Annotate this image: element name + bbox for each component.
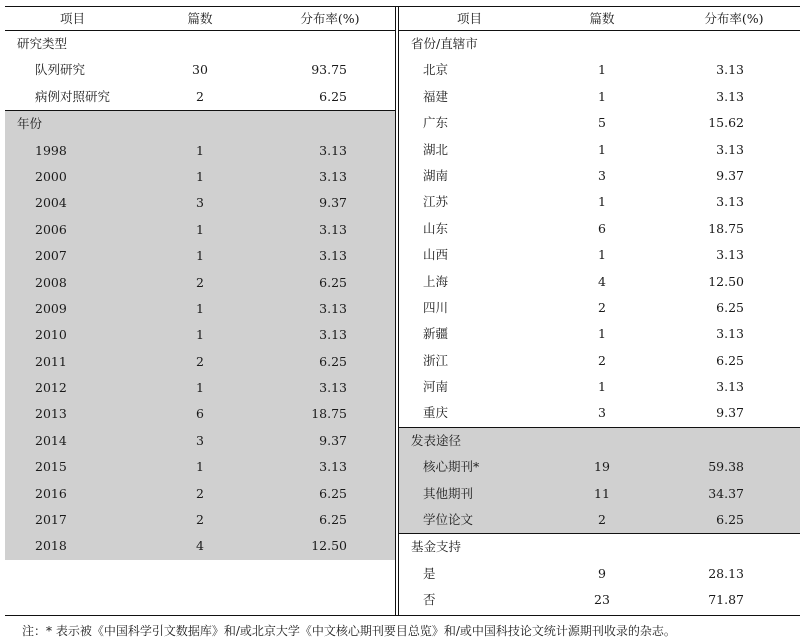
- row-item: 2007: [35, 248, 67, 264]
- table-row: [5, 138, 395, 164]
- row-rate: 59.38: [708, 459, 744, 475]
- row-item: 病例对照研究: [35, 88, 111, 104]
- table-row: [399, 507, 800, 533]
- row-item: 2011: [35, 353, 67, 369]
- row-count: 1: [196, 327, 204, 343]
- left-half: [5, 7, 395, 560]
- row-rate: 3.13: [319, 221, 347, 237]
- row-rate: 3.13: [319, 248, 347, 264]
- section-year: [5, 138, 395, 560]
- row-item: 2000: [35, 168, 67, 184]
- row-item: 湖南: [423, 167, 449, 183]
- table-row: [5, 296, 395, 322]
- row-rate: 71.87: [708, 592, 744, 608]
- row-rate: 9.37: [716, 405, 744, 421]
- row-item: 上海: [423, 273, 449, 289]
- header-item: 项目: [60, 11, 86, 26]
- row-item: 2006: [35, 221, 67, 237]
- table-row: [5, 507, 395, 533]
- row-count: 19: [594, 459, 610, 475]
- table-row: [399, 216, 800, 242]
- table-row: [5, 217, 395, 243]
- left-header-row: [5, 7, 395, 31]
- row-rate: 3.13: [716, 88, 744, 104]
- row-count: 1: [598, 141, 606, 157]
- row-count: 2: [196, 353, 204, 369]
- table-row: [5, 454, 395, 480]
- row-count: 4: [196, 538, 204, 554]
- row-rate: 6.25: [319, 274, 347, 290]
- table-row: [5, 164, 395, 190]
- row-count: 1: [598, 247, 606, 263]
- row-item: 2014: [35, 432, 67, 448]
- table-row: [5, 84, 395, 110]
- row-count: 1: [598, 62, 606, 78]
- row-rate: 3.13: [716, 62, 744, 78]
- row-count: 1: [598, 326, 606, 342]
- table-row: [399, 57, 800, 83]
- row-item: 1998: [35, 142, 67, 158]
- row-item: 重庆: [423, 405, 449, 421]
- table-bottom-rule: [5, 615, 800, 616]
- header-rate: 分布率(%): [300, 11, 360, 26]
- section-title-province: 省份/直辖市: [411, 36, 478, 51]
- row-item: 湖北: [423, 141, 449, 157]
- row-count: 23: [594, 592, 610, 608]
- row-item: 2012: [35, 380, 67, 396]
- header-count: 篇数: [187, 11, 213, 26]
- table-row: [5, 401, 395, 427]
- row-count: 1: [196, 248, 204, 264]
- table-row: [5, 428, 395, 454]
- table-row: [399, 374, 800, 400]
- table-row: [399, 400, 800, 426]
- row-count: 2: [598, 352, 606, 368]
- row-count: 1: [196, 221, 204, 237]
- table-row: [399, 348, 800, 374]
- section-study-type: [5, 57, 395, 110]
- table-row: [399, 110, 800, 136]
- row-rate: 3.13: [319, 168, 347, 184]
- row-item: 河南: [423, 379, 449, 395]
- row-rate: 12.50: [708, 273, 744, 289]
- row-item: 队列研究: [35, 62, 86, 78]
- row-item: 2017: [35, 512, 67, 528]
- row-rate: 12.50: [311, 538, 347, 554]
- table-row: [399, 587, 800, 613]
- row-item: 广东: [423, 115, 449, 131]
- row-item: 2010: [35, 327, 67, 343]
- column-divider: [395, 6, 396, 615]
- row-count: 2: [196, 88, 204, 104]
- table-footnote: 注：* 表示被《中国科学引文数据库》和/或北京大学《中文核心期刊要目总览》和/或中国科技论文统计源期刊收录的杂志。: [22, 624, 676, 638]
- row-count: 3: [598, 405, 606, 421]
- row-item: 江苏: [423, 194, 449, 210]
- row-count: 1: [598, 379, 606, 395]
- row-count: 30: [192, 62, 208, 78]
- row-count: 1: [196, 168, 204, 184]
- row-count: 1: [196, 459, 204, 475]
- row-count: 11: [594, 485, 610, 501]
- row-count: 2: [196, 485, 204, 501]
- table-row: [399, 242, 800, 268]
- row-count: 6: [196, 406, 204, 422]
- header-item: 项目: [457, 11, 483, 26]
- row-count: 3: [196, 432, 204, 448]
- table-row: [5, 322, 395, 348]
- row-rate: 3.13: [319, 327, 347, 343]
- row-item: 四川: [423, 299, 449, 315]
- row-rate: 28.13: [708, 565, 744, 581]
- section-funding: [399, 561, 800, 614]
- row-rate: 9.37: [319, 432, 347, 448]
- row-item: 2016: [35, 485, 67, 501]
- row-count: 1: [598, 194, 606, 210]
- table-row: [399, 84, 800, 110]
- table-row: [399, 137, 800, 163]
- row-rate: 3.13: [716, 379, 744, 395]
- table-row: [399, 481, 800, 507]
- table-row: [5, 243, 395, 269]
- row-count: 3: [196, 195, 204, 211]
- row-count: 9: [598, 565, 606, 581]
- row-rate: 6.25: [319, 485, 347, 501]
- table-row: [5, 270, 395, 296]
- row-count: 1: [196, 300, 204, 316]
- table-row: [5, 533, 395, 559]
- row-rate: 6.25: [319, 512, 347, 528]
- row-rate: 3.13: [319, 380, 347, 396]
- section-title-publication: 发表途径: [399, 428, 800, 454]
- table-row: [399, 163, 800, 189]
- table-row: [5, 349, 395, 375]
- row-item: 2015: [35, 459, 67, 475]
- section-title-study-type: 研究类型: [17, 36, 68, 51]
- table-row: [399, 189, 800, 215]
- row-item: 山西: [423, 247, 449, 263]
- section-title-funding: 基金支持: [411, 539, 462, 555]
- row-count: 1: [196, 142, 204, 158]
- table-row: [5, 481, 395, 507]
- row-rate: 34.37: [708, 485, 744, 501]
- section-title-year: 年份: [5, 111, 395, 137]
- table-row: [399, 561, 800, 587]
- row-item: 是: [423, 565, 436, 581]
- table-row: [399, 321, 800, 347]
- row-count: 1: [598, 88, 606, 104]
- row-rate: 3.13: [716, 247, 744, 263]
- table-row: [399, 295, 800, 321]
- row-item: 2018: [35, 538, 67, 554]
- row-count: 2: [598, 512, 606, 528]
- row-item: 新疆: [423, 326, 449, 342]
- row-rate: 3.13: [319, 459, 347, 475]
- row-count: 2: [196, 274, 204, 290]
- row-rate: 9.37: [716, 167, 744, 183]
- row-rate: 6.25: [716, 299, 744, 315]
- table-row: [5, 57, 395, 83]
- row-count: 4: [598, 273, 606, 289]
- row-item: 学位论文: [423, 512, 474, 528]
- row-rate: 3.13: [716, 194, 744, 210]
- row-count: 5: [598, 115, 606, 131]
- row-rate: 15.62: [708, 115, 744, 131]
- row-rate: 6.25: [319, 88, 347, 104]
- right-header-row: [399, 7, 800, 31]
- row-item: 山东: [423, 220, 449, 236]
- section-province: [399, 57, 800, 426]
- row-rate: 18.75: [311, 406, 347, 422]
- table-row: [5, 375, 395, 401]
- row-count: 1: [196, 380, 204, 396]
- row-rate: 3.13: [319, 300, 347, 316]
- table-row: [5, 190, 395, 216]
- header-count: 篇数: [589, 11, 615, 26]
- row-rate: 3.13: [716, 141, 744, 157]
- right-half: [399, 7, 800, 614]
- table-row: [399, 454, 800, 480]
- row-item: 否: [423, 592, 436, 608]
- row-count: 2: [598, 299, 606, 315]
- row-item: 2013: [35, 406, 67, 422]
- row-rate: 6.25: [716, 512, 744, 528]
- row-count: 6: [598, 220, 606, 236]
- row-count: 3: [598, 167, 606, 183]
- row-item: 核心期刊*: [423, 459, 480, 475]
- row-item: 浙江: [423, 352, 449, 368]
- section-publication: [399, 454, 800, 533]
- row-rate: 6.25: [716, 352, 744, 368]
- header-rate: 分布率(%): [704, 11, 764, 26]
- row-rate: 9.37: [319, 195, 347, 211]
- row-item: 北京: [423, 62, 449, 78]
- row-rate: 3.13: [319, 142, 347, 158]
- row-item: 2004: [35, 195, 67, 211]
- row-item: 2009: [35, 300, 67, 316]
- row-rate: 93.75: [311, 62, 347, 78]
- row-count: 2: [196, 512, 204, 528]
- row-rate: 3.13: [716, 326, 744, 342]
- row-item: 其他期刊: [423, 485, 474, 501]
- row-rate: 18.75: [708, 220, 744, 236]
- row-item: 福建: [423, 88, 449, 104]
- row-item: 2008: [35, 274, 67, 290]
- row-rate: 6.25: [319, 353, 347, 369]
- table-row: [399, 269, 800, 295]
